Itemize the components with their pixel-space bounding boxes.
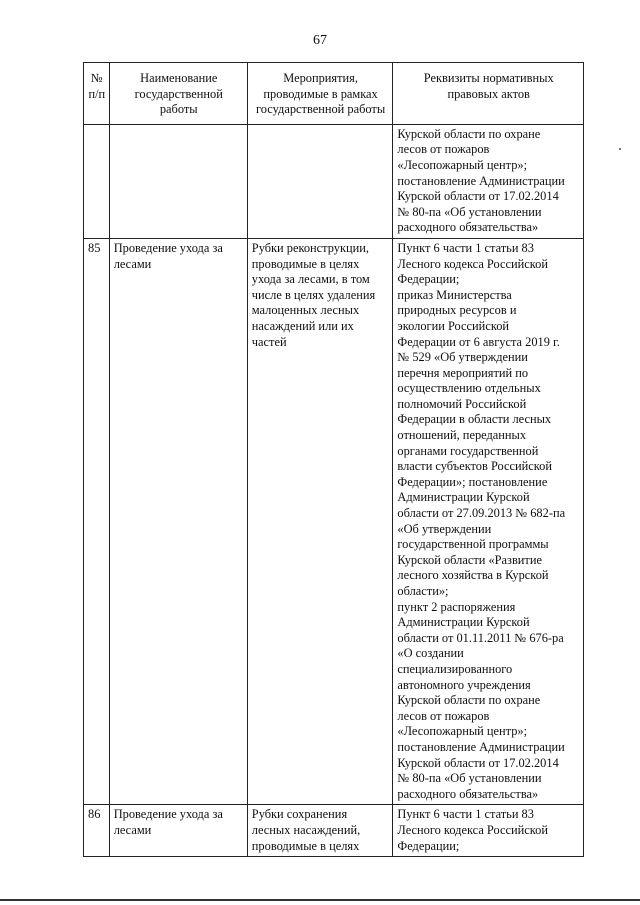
- scan-bottom-edge: [0, 899, 640, 901]
- table-row: [84, 805, 584, 857]
- header-measures: Мероприятия, проводимые в рамках государственной работы: [247, 63, 393, 125]
- row-work-name: Проведение ухода за лесами: [109, 238, 247, 804]
- row-work-name: Проведение ухода за лесами: [109, 805, 247, 857]
- row-number: 85: [84, 238, 110, 804]
- row-measures: [247, 124, 393, 238]
- row-legal-acts: Пункт 6 части 1 статьи 83 Лесного кодекса Российской Федерации;: [393, 805, 584, 857]
- row-measures: Рубки сохранения лесных насаждений, проводимые в целях: [247, 805, 393, 857]
- row-legal-acts: Пункт 6 части 1 статьи 83 Лесного кодекса Российской Федерации; приказ Министерства природных ресурсов и экологии Российской Федерации от 6 августа 2019 г. № 529 «Об утверждении перечня мероприятий по осуществлению отдельных полномочий Российской Федерации в области лесных отношений, переданных органами государственной власти субъектов Российской Федерации»; постановление Администрации Курской области от 27.09.2013 № 682-па «Об утверждении государственной программы Курской области «Развитие лесного хозяйства в Курской области»; пункт 2 распоряжения Администрации Курской области от 01.11.2011 № 676-ра «О создании специализированного автономного учреждения Курской области по охране лесов от пожаров «Лесопожарный центр»; постановление Администрации Курской области от 17.02.2014 № 80-па «Об установлении расходного обязательства»: [393, 238, 584, 804]
- table-row: [84, 124, 584, 238]
- row-number: 86: [84, 805, 110, 857]
- header-legal-acts: Реквизиты нормативных правовых актов: [393, 63, 584, 125]
- row-work-name: [109, 124, 247, 238]
- page-number: 67: [313, 33, 327, 48]
- scan-speck: [619, 148, 621, 150]
- row-legal-acts: Курской области по охране лесов от пожаров «Лесопожарный центр»; постановление Администрации Курской области от 17.02.2014 № 80-па «Об установлении расходного обязательства»: [393, 124, 584, 238]
- table-header-row: [84, 63, 584, 125]
- header-work-name: Наименование государственной работы: [109, 63, 247, 125]
- row-number: [84, 124, 110, 238]
- row-measures: Рубки реконструкции, проводимые в целях ухода за лесами, в том числе в целях удаления малоценных лесных насаждений или их частей: [247, 238, 393, 804]
- header-number: № п/п: [84, 63, 110, 125]
- table-row: [84, 238, 584, 804]
- legal-acts-table: [83, 62, 584, 857]
